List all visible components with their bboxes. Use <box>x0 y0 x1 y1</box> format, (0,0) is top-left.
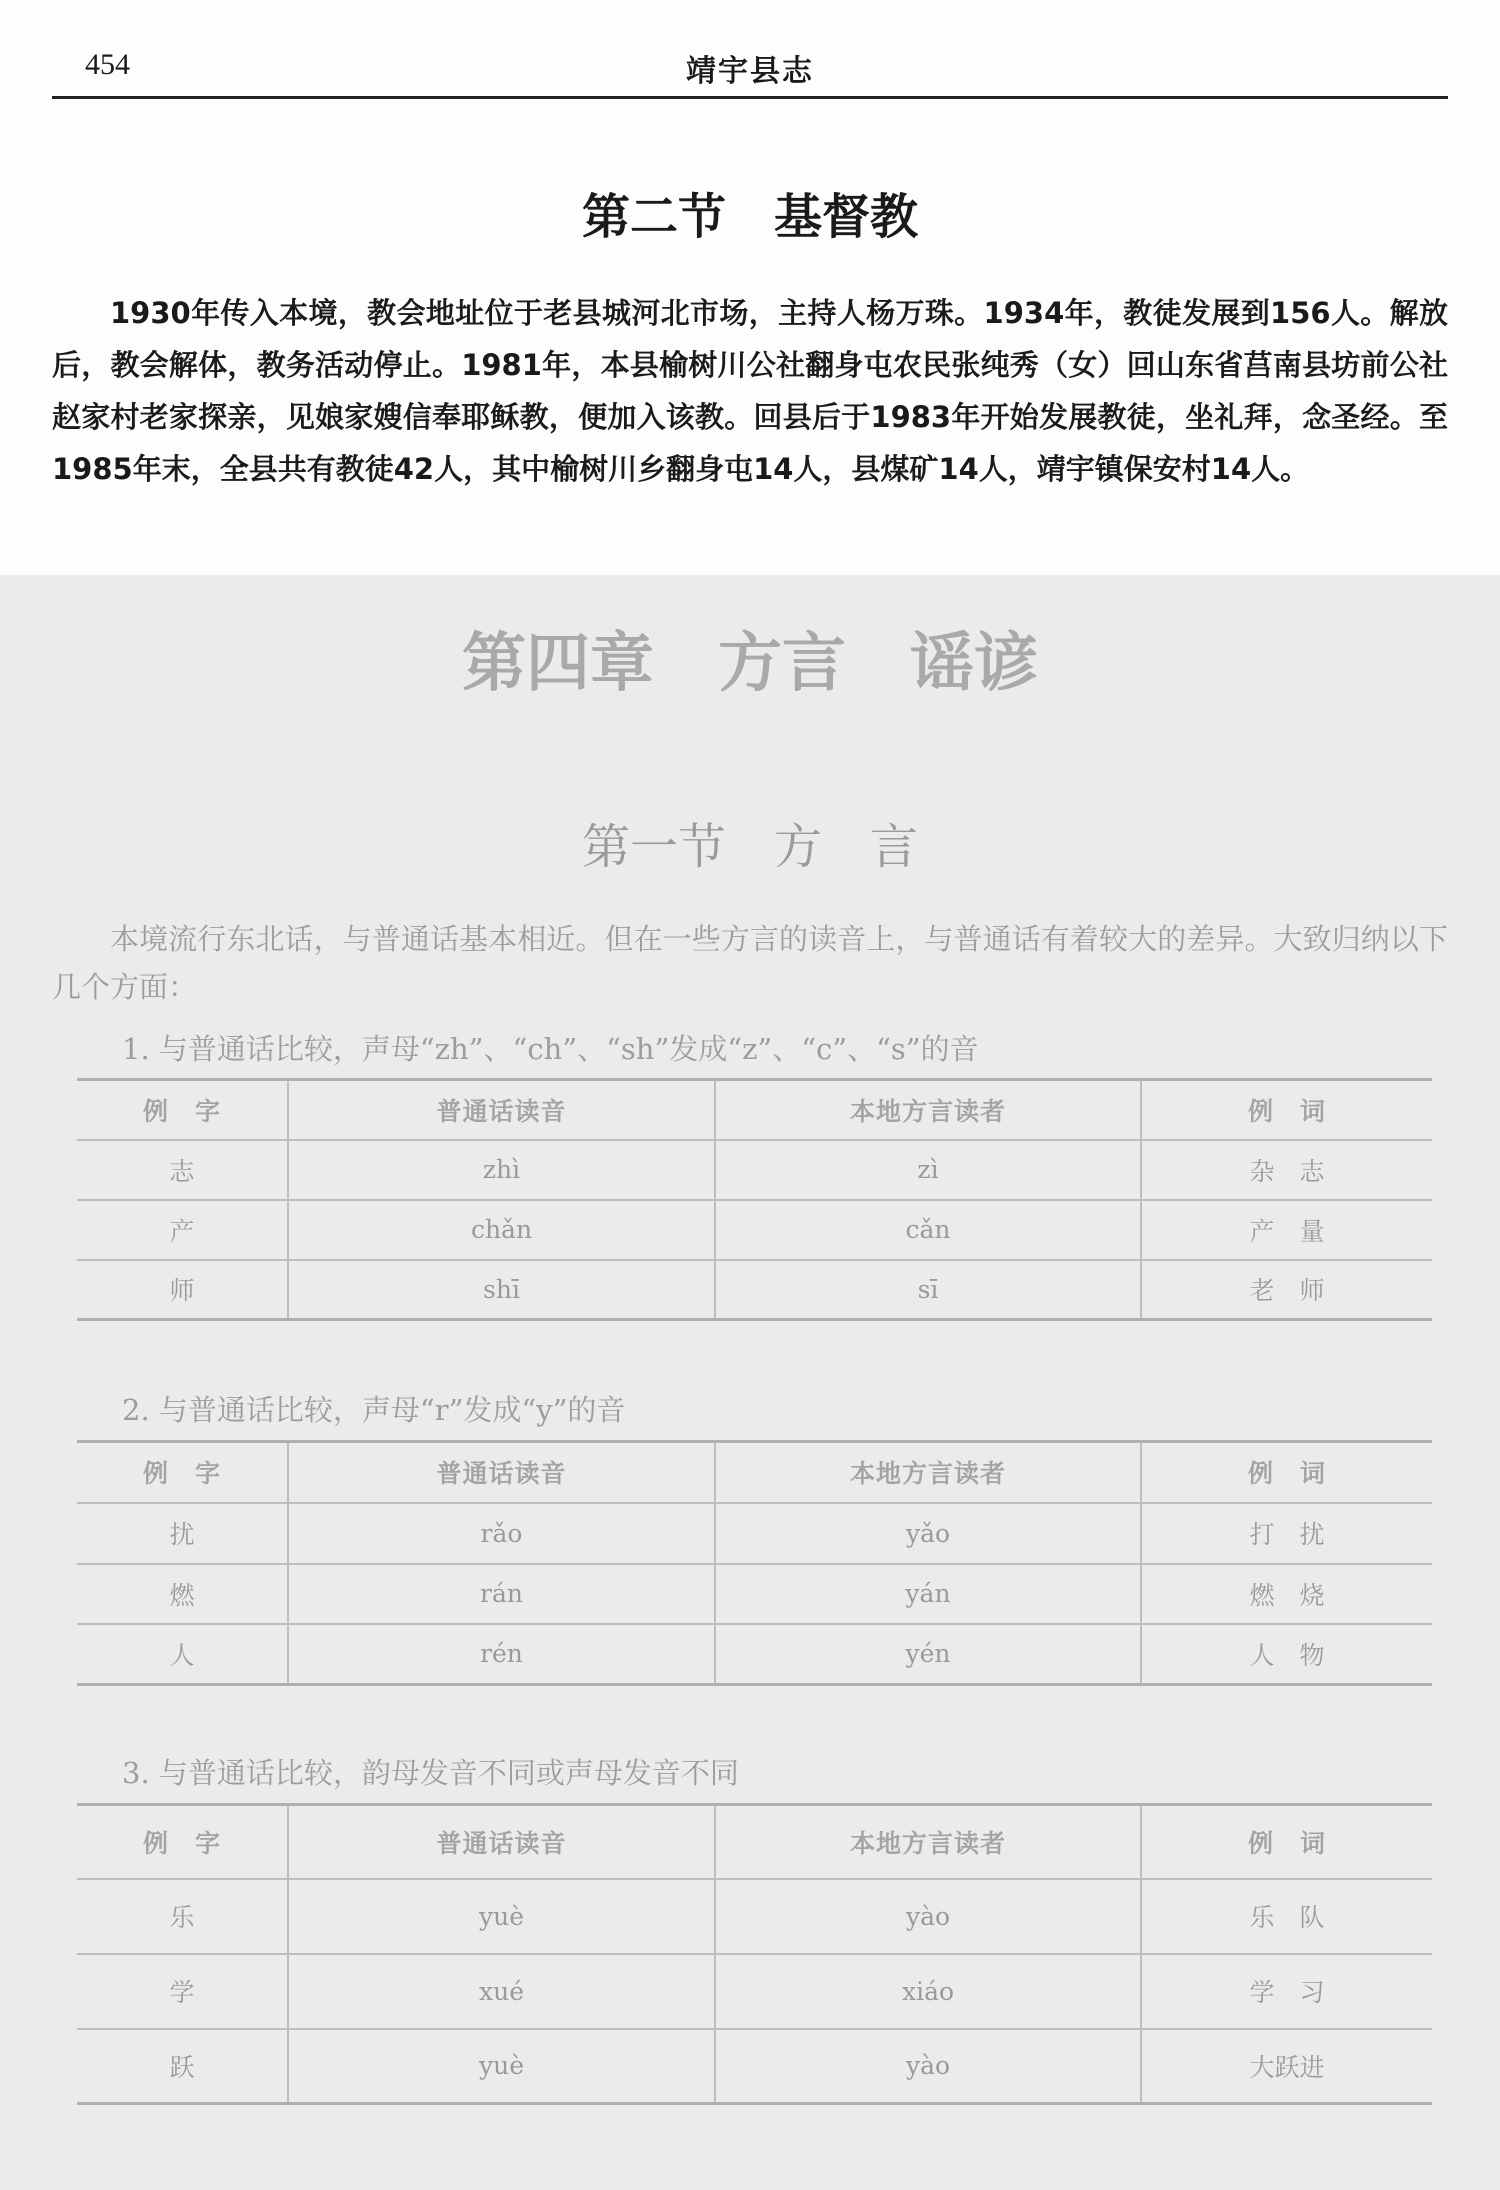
cell-local: yán <box>715 1564 1141 1624</box>
dialect-table-1 <box>77 1078 1432 1321</box>
table-2-heading: 2. 与普通话比较，声母“r”发成“y”的音 <box>122 1393 626 1427</box>
header-rule <box>52 96 1448 99</box>
col-header-example-word: 例 词 <box>1141 1442 1432 1503</box>
cell-local: sī <box>715 1260 1141 1320</box>
cell-char: 扰 <box>77 1503 288 1564</box>
table-1-heading: 1. 与普通话比较，声母“zh”、“ch”、“sh”发成“z”、“c”、“s”的音 <box>122 1032 979 1066</box>
table-header-row <box>77 1442 1432 1503</box>
cell-local: xiáo <box>715 1954 1141 2029</box>
col-header-example-char: 例 字 <box>77 1080 288 1140</box>
cell-word: 燃 烧 <box>1141 1564 1432 1624</box>
cell-local: yào <box>715 1879 1141 1954</box>
cell-word: 产 量 <box>1141 1200 1432 1260</box>
cell-local: yào <box>715 2029 1141 2104</box>
cell-word: 杂 志 <box>1141 1140 1432 1200</box>
cell-mandarin: rǎo <box>288 1503 715 1564</box>
col-header-example-char: 例 字 <box>77 1805 288 1879</box>
section-title-christianity: 第二节 基督教 <box>581 189 918 245</box>
cell-char: 人 <box>77 1624 288 1685</box>
table-row <box>77 1140 1432 1200</box>
cell-local: yǎo <box>715 1503 1141 1564</box>
cell-char: 跃 <box>77 2029 288 2104</box>
table-row <box>77 1624 1432 1685</box>
cell-mandarin: shī <box>288 1260 715 1320</box>
col-header-local: 本地方言读者 <box>715 1805 1141 1879</box>
cell-mandarin: xué <box>288 1954 715 2029</box>
cell-local: cǎn <box>715 1200 1141 1260</box>
cell-char: 产 <box>77 1200 288 1260</box>
cell-word: 学 习 <box>1141 1954 1432 2029</box>
col-header-local: 本地方言读者 <box>715 1080 1141 1140</box>
table-row <box>77 2029 1432 2104</box>
cell-local: yén <box>715 1624 1141 1685</box>
table-row <box>77 1879 1432 1954</box>
section-paragraph: 1930年传入本境，教会地址位于老县城河北市场，主持人杨万珠。1934年，教徒发展到156人。解放后，教会解体，教务活动停止。1981年，本县榆树川公社翻身屯农民张纯秀（女）回山东省莒南县坊前公社赵家村老家探亲，见娘家嫂信奉耶稣教，便加入该教。回县后于1983年开始发展教徒，坐礼拜，念圣经。至1985年末，全县共有教徒42人，其中榆树川乡翻身屯14人，县煤矿14人，靖宇镇保安村14人。 <box>52 296 1448 486</box>
cell-char: 学 <box>77 1954 288 2029</box>
col-header-example-word: 例 词 <box>1141 1080 1432 1140</box>
cell-mandarin: zhì <box>288 1140 715 1200</box>
cell-char: 志 <box>77 1140 288 1200</box>
cell-word: 人 物 <box>1141 1624 1432 1685</box>
running-header-title: 靖宇县志 <box>686 54 814 89</box>
col-header-local: 本地方言读者 <box>715 1442 1141 1503</box>
cell-word: 乐 队 <box>1141 1879 1432 1954</box>
cell-mandarin: rén <box>288 1624 715 1685</box>
dialect-table-3 <box>77 1803 1432 2105</box>
table-row <box>77 1954 1432 2029</box>
col-header-example-word: 例 词 <box>1141 1805 1432 1879</box>
dialect-table-2 <box>77 1440 1432 1686</box>
table-header-row <box>77 1805 1432 1879</box>
cell-mandarin: rán <box>288 1564 715 1624</box>
section-title-dialect: 第一节 方 言 <box>581 819 918 875</box>
cell-local: zì <box>715 1140 1141 1200</box>
cell-char: 乐 <box>77 1879 288 1954</box>
table-row <box>77 1200 1432 1260</box>
cell-char: 燃 <box>77 1564 288 1624</box>
cell-mandarin: yuè <box>288 2029 715 2104</box>
cell-word: 大跃进 <box>1141 2029 1432 2104</box>
page-number: 454 <box>85 48 130 81</box>
table-header-row <box>77 1080 1432 1140</box>
chapter-title: 第四章 方言 谣谚 <box>462 627 1038 701</box>
cell-word: 老 师 <box>1141 1260 1432 1320</box>
table-row <box>77 1564 1432 1624</box>
col-header-example-char: 例 字 <box>77 1442 288 1503</box>
table-3-heading: 3. 与普通话比较，韵母发音不同或声母发音不同 <box>122 1756 739 1790</box>
cell-char: 师 <box>77 1260 288 1320</box>
col-header-mandarin: 普通话读音 <box>288 1080 715 1140</box>
cell-mandarin: chǎn <box>288 1200 715 1260</box>
cell-mandarin: yuè <box>288 1879 715 1954</box>
col-header-mandarin: 普通话读音 <box>288 1805 715 1879</box>
table-row <box>77 1260 1432 1320</box>
cell-word: 打 扰 <box>1141 1503 1432 1564</box>
dialect-intro-paragraph: 本境流行东北话，与普通话基本相近。但在一些方言的读音上，与普通话有着较大的差异。大致归纳以下几个方面： <box>52 922 1448 1004</box>
table-row <box>77 1503 1432 1564</box>
col-header-mandarin: 普通话读音 <box>288 1442 715 1503</box>
